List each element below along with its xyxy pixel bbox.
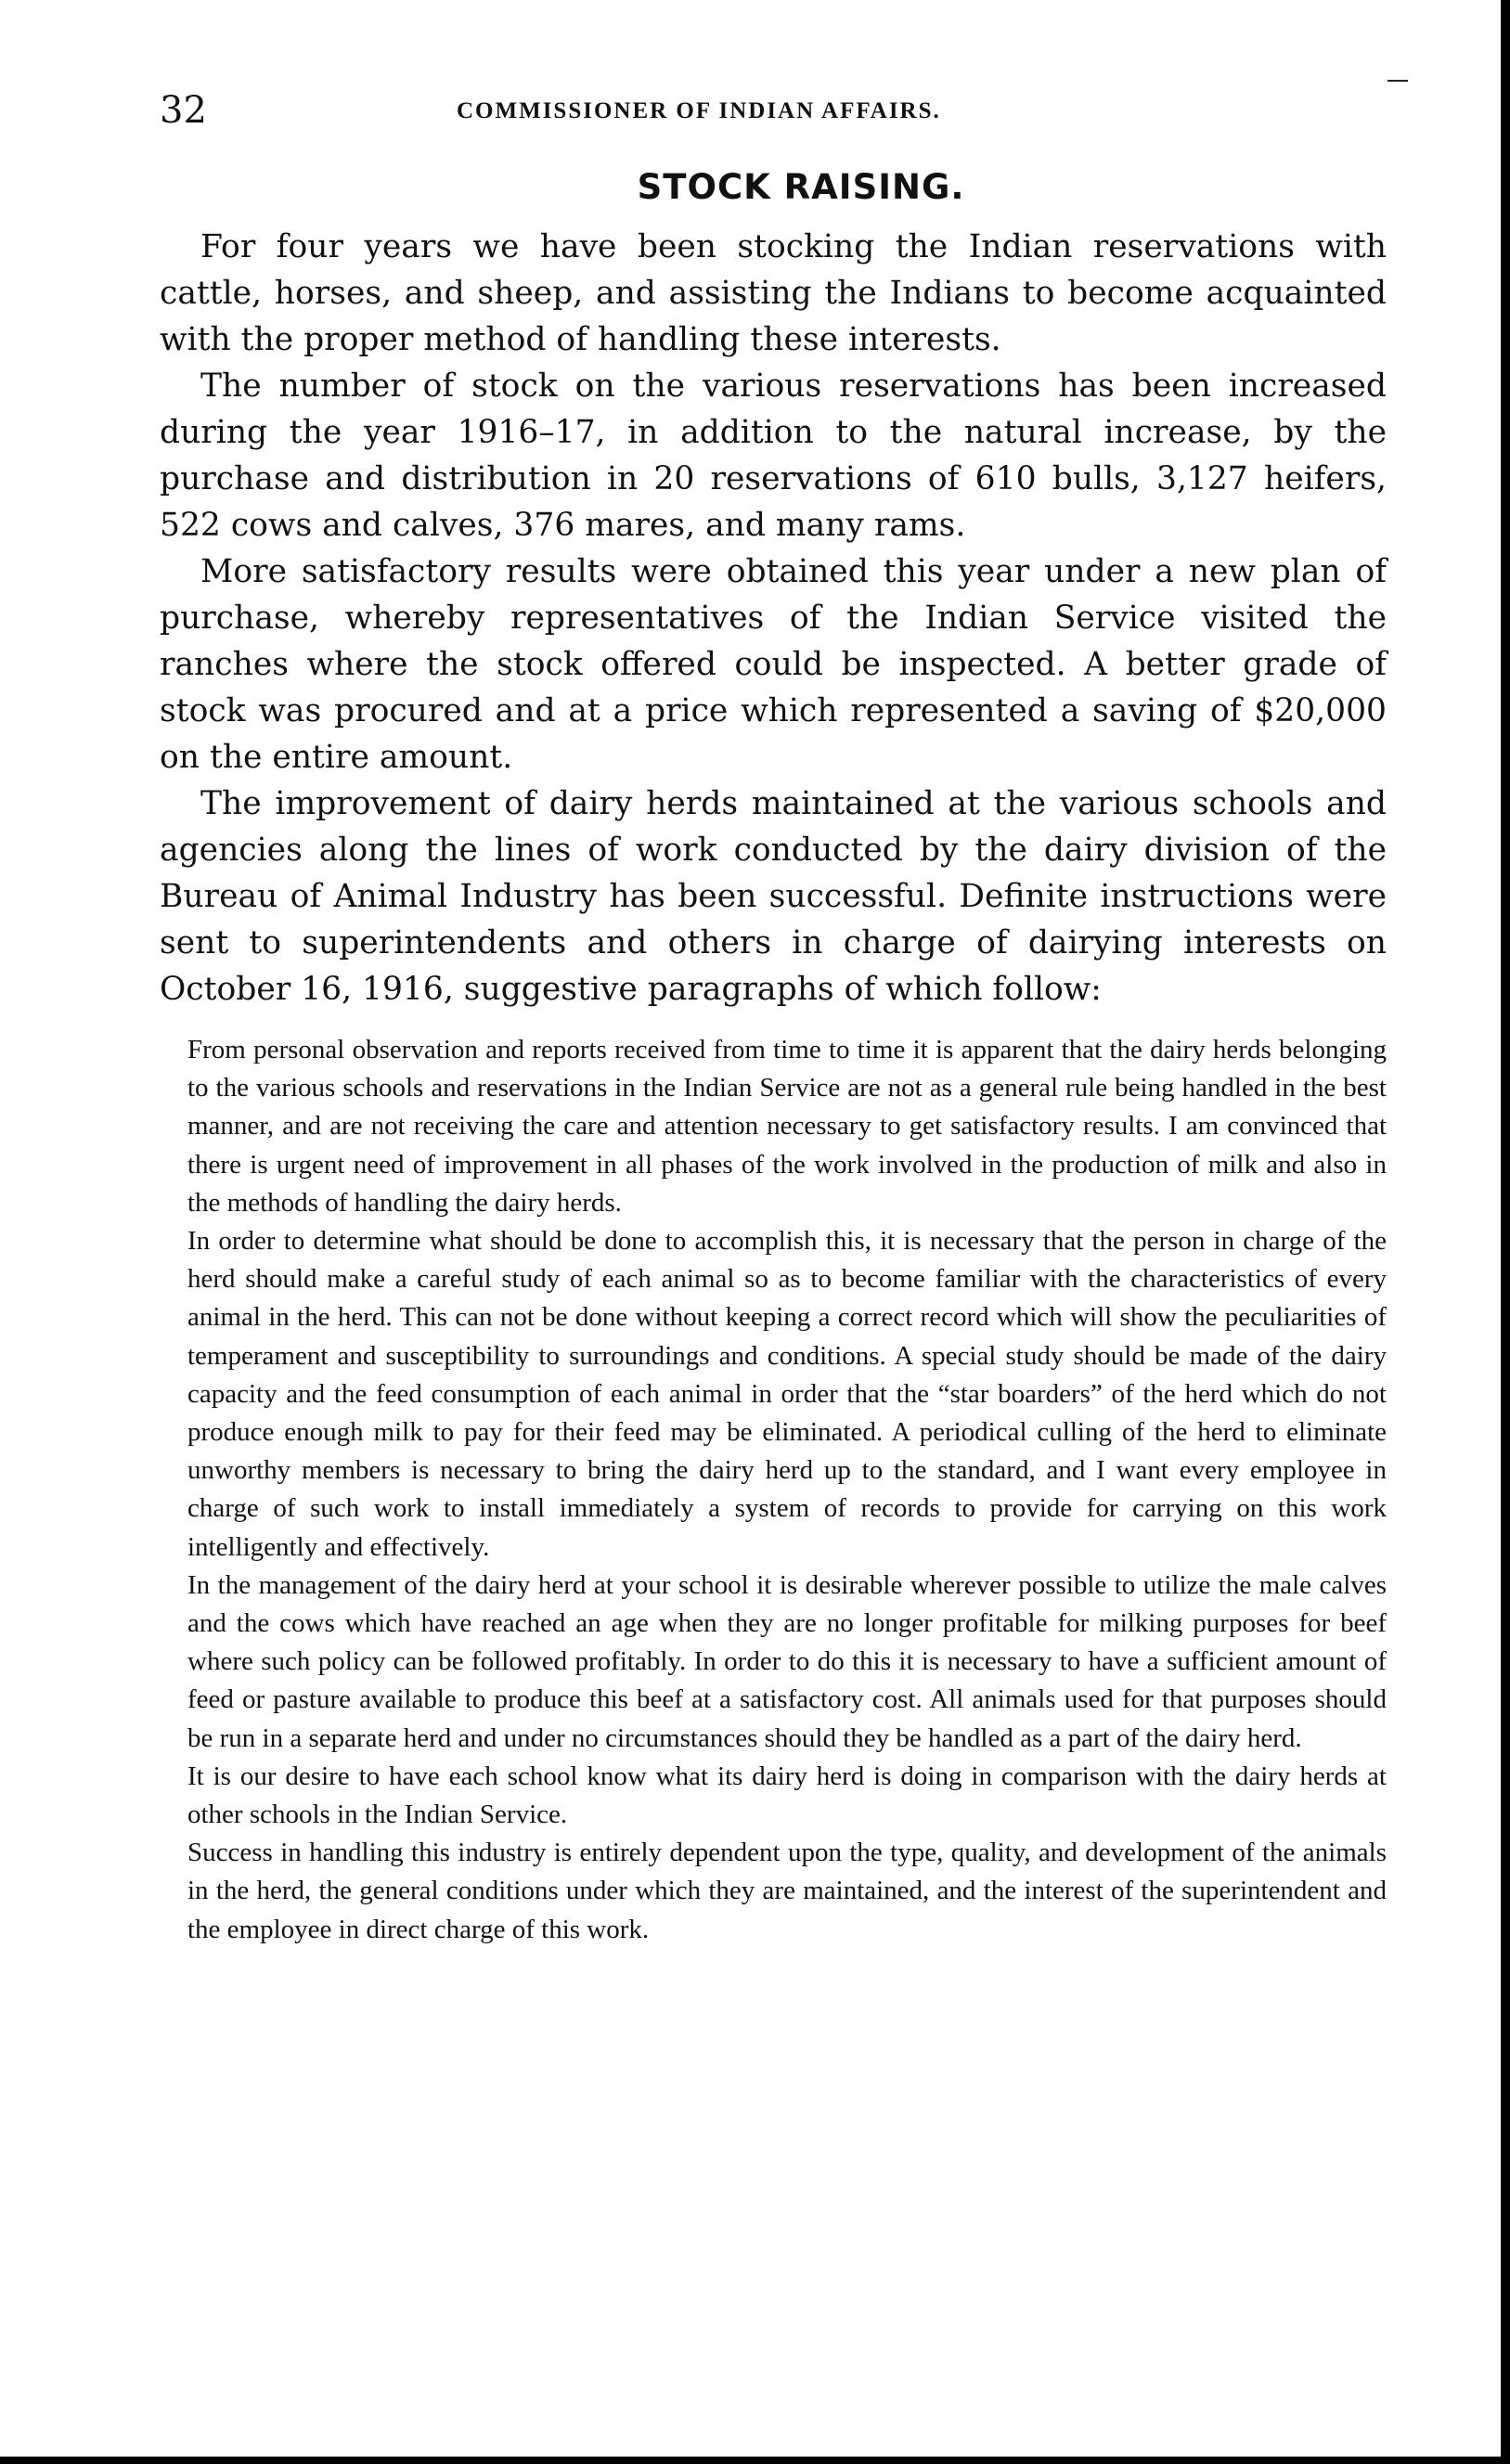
running-title: COMMISSIONER OF INDIAN AFFAIRS. bbox=[457, 98, 941, 123]
quoted-paragraph: In order to determine what should be done to accomplish this, it is necessary that the person in charge of the herd should make a careful study of each animal so as to become familiar with the characteristics of every animal in the herd. This can not be done without keeping a correct record which will show the peculiarities of temperament and susceptibility to surroundings and conditions. A special study should be made of the dairy capacity and the feed consumption of each animal in order that the “star boarders” of the herd which do not produce enough milk to pay for their feed may be eliminated. A periodical culling of the herd to eliminate unworthy members is necessary to bring the dairy herd up to the standard, and I want every employee in charge of such work to install immediately a system of records to provide for carrying on this work intelligently and effectively. bbox=[187, 1226, 1387, 1562]
quoted-paragraph: From personal observation and reports received from time to time it is apparent that the dairy herds belonging to the various schools and reservations in the Indian Service are not as a general rule being handled in the best manner, and are not receiving the care and attention necessary to get satisfactory results. I am convinced that there is urgent need of improvement in all phases of the work involved in the production of milk and also in the methods of handling the dairy herds. bbox=[187, 1035, 1387, 1218]
body-paragraph: More satisfactory results were obtained this year under a new plan of purchase, whereby representatives of the Indian Service visited the ranches where the stock offered could be inspected. A better grade of stock was procured and at a price which represented a saving of $20,000 on the entire amount. bbox=[160, 553, 1387, 776]
quoted-paragraph: It is our desire to have each school know what its dairy herd is doing in comparison with the dairy herds at other schools in the Indian Service. bbox=[187, 1761, 1387, 1830]
quoted-paragraph: In the management of the dairy herd at your school it is desirable wherever possible to utilize the male calves and the cows which have reached an age when they are no longer profitable for milking purposes for beef where such policy can be followed profitably. In order to do this it is necessary to have a sufficient amount of feed or pasture available to produce this beef at a satisfactory cost. All animals used for that purposes should be run in a separate herd and under no circumstances should they be handled as a part of the dairy herd. bbox=[187, 1569, 1387, 1753]
page-number: 32 bbox=[160, 89, 207, 132]
body-paragraph: For four years we have been stocking the Indian reservations with cattle, horses, and sheep, and assisting the Indians to become acquainted with the proper method of handling these interests. bbox=[160, 228, 1387, 358]
running-head bbox=[160, 89, 1387, 145]
document-page bbox=[160, 89, 1387, 1949]
body-paragraph: The improvement of dairy herds maintained at the various schools and agencies along the lines of work conducted by the dairy division of the Bureau of Animal Industry has been successful. Definite instructions were sent to superintendents and others in charge of dairying interests on October 16, 1916, suggestive paragraphs of which follow: bbox=[160, 785, 1387, 1008]
scan-border-right bbox=[1501, 0, 1510, 2464]
scan-border-bottom bbox=[0, 2457, 1510, 2464]
quoted-instructions bbox=[160, 1031, 1387, 1949]
body-text bbox=[160, 224, 1387, 1013]
scan-mark bbox=[1387, 80, 1408, 82]
section-title: STOCK RAISING. bbox=[637, 167, 965, 207]
body-paragraph: The number of stock on the various reservations has been increased during the year 1916–17, in addition to the natural increase, by the purchase and distribution in 20 reservations of 610 bulls, 3,127 heifers, 522 cows and calves, 376 mares, and many rams. bbox=[160, 368, 1387, 544]
quoted-paragraph: Success in handling this industry is entirely dependent upon the type, quality, and development of the animals in the herd, the general conditions under which they are maintained, and the interest of the superintendent and the employee in direct charge of this work. bbox=[187, 1838, 1387, 1944]
